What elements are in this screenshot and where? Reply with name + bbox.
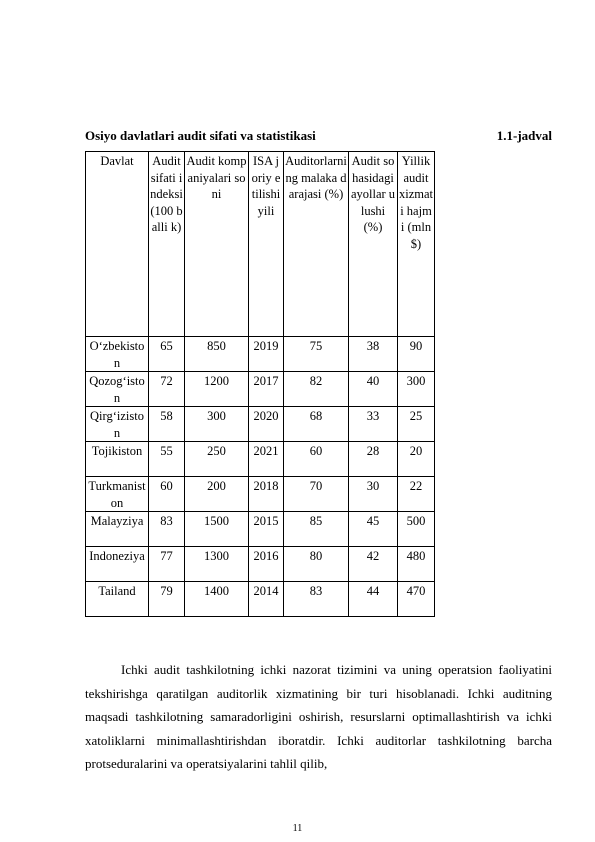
column-header: Audit kompaniyalari soni [185, 152, 249, 337]
table-cell: 33 [349, 407, 398, 442]
table-cell: 79 [149, 582, 185, 617]
table-cell: 300 [398, 372, 435, 407]
table-cell: 58 [149, 407, 185, 442]
table-cell: 2014 [249, 582, 284, 617]
table-cell: 2016 [249, 547, 284, 582]
table-cell: 22 [398, 477, 435, 512]
table-cell: 85 [284, 512, 349, 547]
table-cell: 2017 [249, 372, 284, 407]
table-cell: 83 [149, 512, 185, 547]
column-header: Audit sohasidagi ayollar ulushi (%) [349, 152, 398, 337]
table-row [86, 372, 435, 407]
table-row [86, 407, 435, 442]
table-cell: 60 [149, 477, 185, 512]
table-cell: Turkmaniston [86, 477, 149, 512]
table-label: 1.1-jadval [496, 128, 552, 143]
table-cell: Qirg‘iziston [86, 407, 149, 442]
table-cell: 55 [149, 442, 185, 477]
table-title: Osiyo davlatlari audit sifati va statistikasi [85, 128, 316, 143]
table-cell: 40 [349, 372, 398, 407]
table-cell: 2019 [249, 337, 284, 372]
table-cell: 480 [398, 547, 435, 582]
table-cell: Tailand [86, 582, 149, 617]
page-number: 11 [292, 823, 303, 834]
table-row [86, 442, 435, 477]
table-cell: 2015 [249, 512, 284, 547]
table-cell: 250 [185, 442, 249, 477]
table-row [86, 547, 435, 582]
table-cell: 300 [185, 407, 249, 442]
table-cell: 90 [398, 337, 435, 372]
table-cell: 65 [149, 337, 185, 372]
table-row [86, 512, 435, 547]
table-cell: 28 [349, 442, 398, 477]
table-cell: 1300 [185, 547, 249, 582]
table-row [86, 477, 435, 512]
table-cell: 83 [284, 582, 349, 617]
table-cell: 25 [398, 407, 435, 442]
table-cell: 60 [284, 442, 349, 477]
table-cell: Tojikiston [86, 442, 149, 477]
table-cell: 77 [149, 547, 185, 582]
table-cell: Indoneziya [86, 547, 149, 582]
column-header: Yillik audit xizmati hajmi (mln $) [398, 152, 435, 337]
table-cell: 72 [149, 372, 185, 407]
table-cell: 80 [284, 547, 349, 582]
table-cell: 2021 [249, 442, 284, 477]
table-cell: 500 [398, 512, 435, 547]
table-cell: 470 [398, 582, 435, 617]
table-cell: 82 [284, 372, 349, 407]
column-header: Audit sifati indeksi (100 balli k) [149, 152, 185, 337]
table-cell: 1400 [185, 582, 249, 617]
table-cell: 1500 [185, 512, 249, 547]
audit-statistics-table [85, 151, 435, 617]
table-cell: 200 [185, 477, 249, 512]
table-cell: 42 [349, 547, 398, 582]
column-header: Davlat [86, 152, 149, 337]
table-cell: Qozog‘iston [86, 372, 149, 407]
table-row [86, 582, 435, 617]
table-cell: 38 [349, 337, 398, 372]
table-cell: 70 [284, 477, 349, 512]
table-cell: 850 [185, 337, 249, 372]
table-cell: 44 [349, 582, 398, 617]
table-cell: 75 [284, 337, 349, 372]
table-caption [85, 128, 552, 146]
table-cell: 2020 [249, 407, 284, 442]
table-cell: 20 [398, 442, 435, 477]
table-cell: 68 [284, 407, 349, 442]
table-cell: 45 [349, 512, 398, 547]
table-cell: O‘zbekiston [86, 337, 149, 372]
table-header-row [86, 152, 435, 337]
table-row [86, 337, 435, 372]
body-paragraph: Ichki audit tashkilotning ichki nazorat tizimini va uning operatsion faoliyatini tekshirishga qaratilgan auditorlik xizmatining bir turi hisoblanadi. Ichki auditning maqsadi tashkilotning samaradorligini oshirish, resurslarni optimallashtirish va ichki xatoliklarni minimallashtirishdan iboratdir. Ichki auditorlar tashkilotning barcha protseduralarini va operatsiyalarini tahlil qilib, [85, 662, 552, 771]
table-cell: 2018 [249, 477, 284, 512]
column-header: ISA joriy etilishi yili [249, 152, 284, 337]
table-cell: 30 [349, 477, 398, 512]
table-cell: Malayziya [86, 512, 149, 547]
table-cell: 1200 [185, 372, 249, 407]
column-header: Auditorlarning malaka darajasi (%) [284, 152, 349, 337]
